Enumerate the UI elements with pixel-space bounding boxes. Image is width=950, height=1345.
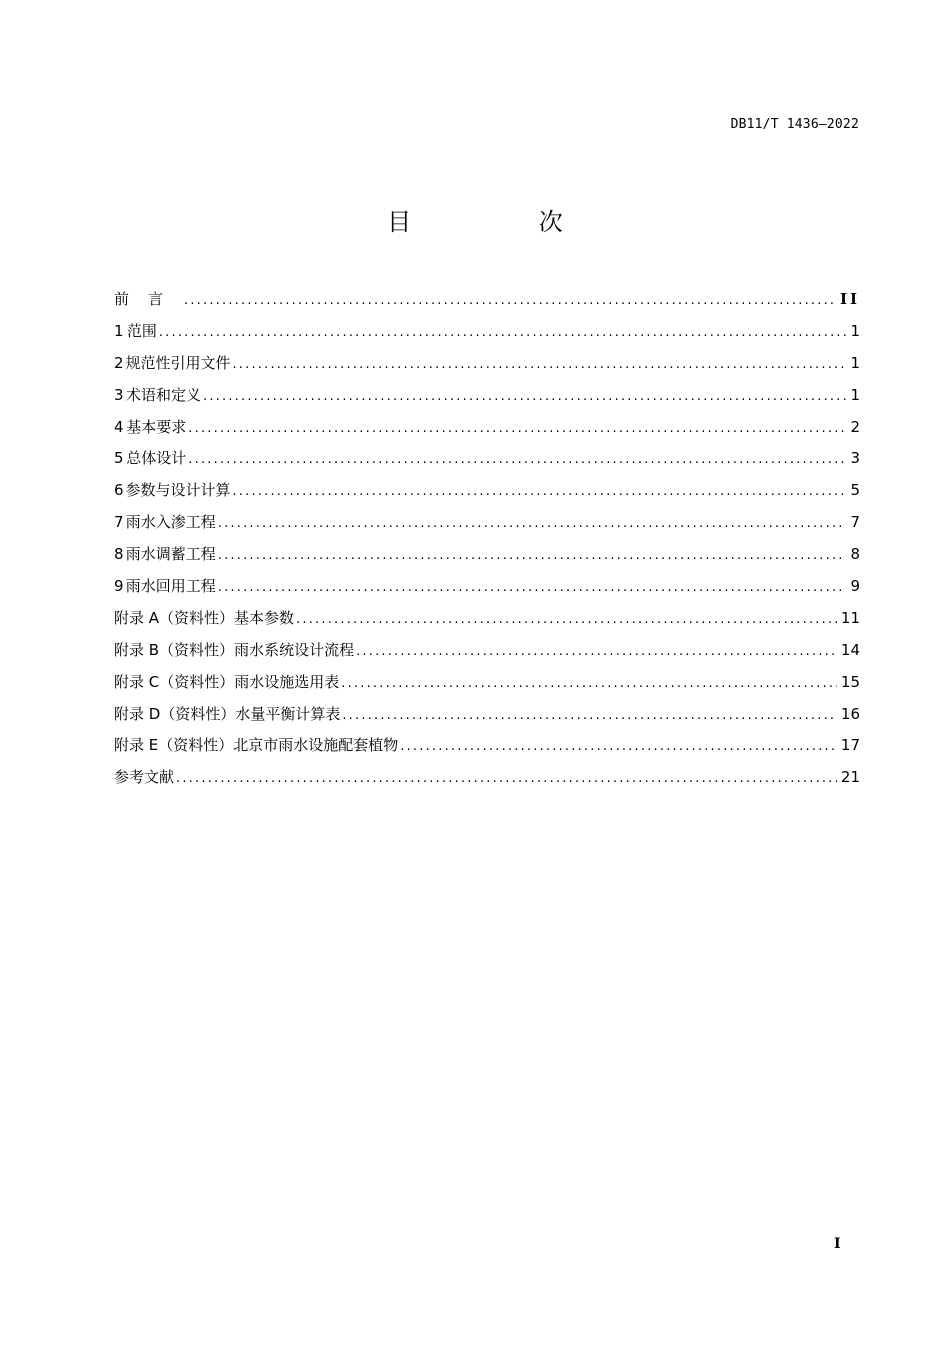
toc-page-number: 8	[850, 545, 860, 564]
page-number: I	[834, 1236, 841, 1252]
toc-page-number: 15	[840, 672, 860, 691]
toc-entry-chapter[interactable]	[114, 542, 860, 574]
toc-entry-chapter[interactable]	[114, 319, 860, 351]
toc-page-number: 7	[850, 513, 860, 532]
toc-leader-dots	[218, 512, 846, 536]
toc-entry-chapter[interactable]	[114, 415, 860, 447]
toc-page-number: 2	[850, 417, 860, 436]
toc-page-number: 1	[850, 353, 860, 372]
toc-chapter-number: 2	[114, 353, 124, 372]
page-title: 目 次	[387, 208, 623, 236]
toc-chapter-number: 6	[114, 481, 124, 500]
toc-leader-dots	[159, 321, 846, 345]
toc-entry-foreword[interactable]	[114, 287, 860, 319]
toc-page-number: 11	[840, 608, 860, 627]
toc-label: 总体设计	[126, 449, 187, 468]
toc-label: 基本参数	[234, 608, 295, 627]
toc-appendix-tag: 附录 B（资料性）	[114, 640, 235, 659]
document-code: DB11/T 1436—2022	[730, 117, 859, 132]
toc-leader-dots	[232, 353, 846, 377]
toc-appendix-tag: 附录 A（资料性）	[114, 608, 235, 627]
toc-entry-appendix[interactable]	[114, 638, 860, 670]
toc-leader-dots	[342, 704, 837, 728]
toc-entry-references[interactable]	[114, 765, 860, 797]
toc-entry-chapter[interactable]	[114, 446, 860, 478]
toc-page-number: 3	[850, 449, 860, 468]
toc-page-number: 21	[840, 768, 860, 787]
toc-leader-dots	[184, 289, 836, 313]
toc-page-number: 9	[850, 577, 860, 596]
toc-label: 北京市雨水设施配套植物	[233, 736, 399, 755]
toc-label: 参数与设计计算	[125, 481, 231, 500]
toc-entry-chapter[interactable]	[114, 574, 860, 606]
toc-entry-chapter[interactable]	[114, 383, 860, 415]
toc-entry-appendix[interactable]	[114, 670, 860, 702]
toc-page-number: 17	[840, 736, 860, 755]
toc-entry-appendix[interactable]	[114, 702, 860, 734]
toc-leader-dots	[218, 576, 846, 600]
toc-appendix-tag: 附录 C（资料性）	[114, 672, 235, 691]
toc-label: 范围	[126, 321, 157, 340]
toc-appendix-tag: 附录 D（资料性）	[114, 704, 236, 723]
toc-appendix-tag: 附录 E（资料性）	[114, 736, 234, 755]
toc-label: 雨水设施选用表	[234, 672, 340, 691]
toc-entry-appendix[interactable]	[114, 733, 860, 765]
toc-label: 雨水入渗工程	[125, 513, 216, 532]
toc-leader-dots	[176, 767, 837, 791]
table-of-contents	[114, 287, 860, 797]
toc-leader-dots	[188, 417, 846, 441]
toc-label: 雨水回用工程	[125, 577, 216, 596]
toc-label: 雨水调蓄工程	[125, 545, 216, 564]
toc-label: 基本要求	[126, 417, 187, 436]
toc-leader-dots	[400, 735, 837, 759]
toc-entry-chapter[interactable]	[114, 510, 860, 542]
toc-page-number: 14	[840, 640, 860, 659]
toc-page-number: 1	[850, 385, 860, 404]
toc-page-number: 16	[840, 704, 860, 723]
toc-entry-appendix[interactable]	[114, 606, 860, 638]
toc-label: 水量平衡计算表	[235, 704, 341, 723]
toc-leader-dots	[232, 480, 846, 504]
toc-leader-dots	[188, 448, 846, 472]
toc-label: 规范性引用文件	[125, 353, 231, 372]
toc-leader-dots	[296, 608, 837, 632]
toc-page-number: 5	[850, 481, 860, 500]
toc-label: 术语和定义	[126, 385, 202, 404]
toc-chapter-number: 7	[114, 513, 124, 532]
toc-chapter-number: 4	[114, 417, 124, 436]
toc-chapter-number: 1	[114, 321, 124, 340]
toc-entry-chapter[interactable]	[114, 351, 860, 383]
toc-page-number: 1	[850, 321, 860, 340]
toc-chapter-number: 3	[114, 385, 124, 404]
toc-chapter-number: 9	[114, 577, 124, 596]
toc-label: 前言	[114, 290, 183, 308]
toc-chapter-number: 5	[114, 449, 124, 468]
toc-leader-dots	[341, 672, 837, 696]
toc-chapter-number: 8	[114, 545, 124, 564]
toc-entry-chapter[interactable]	[114, 478, 860, 510]
toc-leader-dots	[218, 544, 846, 568]
toc-label: 参考文献	[114, 768, 175, 787]
toc-label: 雨水系统设计流程	[234, 640, 355, 659]
toc-leader-dots	[356, 640, 837, 664]
toc-page-number: II	[839, 290, 860, 308]
toc-leader-dots	[203, 385, 846, 409]
